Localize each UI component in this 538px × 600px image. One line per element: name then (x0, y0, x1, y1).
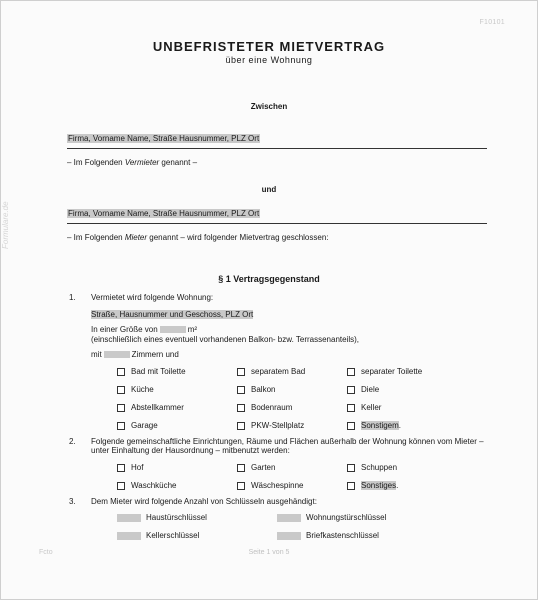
between-heading: Zwischen (250, 102, 288, 111)
checkbox-icon[interactable] (117, 368, 125, 376)
checkbox-icon[interactable] (347, 404, 355, 412)
and-heading: und (261, 185, 277, 194)
checkbox-icon[interactable] (237, 386, 245, 394)
key-count-input[interactable] (277, 532, 301, 540)
section-heading: § 1 Vertragsgegenstand (218, 274, 320, 284)
paragraph-number-2: 2. (69, 437, 76, 446)
checkbox-waschkueche[interactable]: Waschküche (117, 481, 177, 490)
landlord-rule (67, 148, 487, 149)
key-count-input[interactable] (277, 514, 301, 522)
checkbox-sonstiges[interactable]: Sonstiges . (347, 481, 398, 490)
checkbox-icon[interactable] (117, 482, 125, 490)
footer-logo-text: Fcto (39, 549, 53, 556)
checkbox-diele[interactable]: Diele (347, 385, 379, 394)
address-field[interactable]: Straße, Hausnummer und Geschoss, PLZ Ort (91, 310, 254, 319)
size-input[interactable] (160, 326, 186, 333)
key-count-input[interactable] (117, 532, 141, 540)
checkbox-sonstigem[interactable]: Sonstigem . (347, 421, 401, 430)
checkbox-garage[interactable]: Garage (117, 421, 158, 430)
document-title: UNBEFRISTETER MIETVERTRAG (152, 39, 386, 54)
rooms-input[interactable] (104, 351, 130, 358)
tenant-note: – Im Folgenden Mieter genannt – wird folgender Mietvertrag geschlossen: (67, 233, 329, 242)
page-footer: Seite 1 von 5 (248, 549, 290, 556)
checkbox-icon[interactable] (237, 482, 245, 490)
key-wohnungstuer: Wohnungstürschlüssel (277, 513, 386, 522)
checkbox-icon[interactable] (347, 464, 355, 472)
checkbox-icon[interactable] (237, 404, 245, 412)
checkbox-icon[interactable] (347, 482, 355, 490)
checkbox-separater-toilette[interactable]: separater Toilette (347, 367, 422, 376)
checkbox-icon[interactable] (347, 386, 355, 394)
checkbox-bodenraum[interactable]: Bodenraum (237, 403, 292, 412)
checkbox-separatem-bad[interactable]: separatem Bad (237, 367, 305, 376)
paragraph-3-text: Dem Mieter wird folgende Anzahl von Schlüsseln ausgehändigt: (91, 497, 317, 506)
checkbox-hof[interactable]: Hof (117, 463, 143, 472)
document-subtitle: über eine Wohnung (225, 55, 313, 65)
checkbox-garten[interactable]: Garten (237, 463, 275, 472)
landlord-note: – Im Folgenden Vermieter genannt – (67, 158, 198, 167)
checkbox-icon[interactable] (117, 386, 125, 394)
checkbox-icon[interactable] (117, 404, 125, 412)
landlord-field[interactable]: Firma, Vorname Name, Straße Hausnummer, PLZ Ort (68, 134, 260, 143)
checkbox-abstellkammer[interactable]: Abstellkammer (117, 403, 184, 412)
key-briefkasten: Briefkastenschlüssel (277, 531, 379, 540)
checkbox-bad-mit-toilette[interactable]: Bad mit Toilette (117, 367, 186, 376)
checkbox-keller[interactable]: Keller (347, 403, 381, 412)
checkbox-icon[interactable] (347, 422, 355, 430)
checkbox-icon[interactable] (347, 368, 355, 376)
checkbox-icon[interactable] (237, 422, 245, 430)
checkbox-balkon[interactable]: Balkon (237, 385, 275, 394)
checkbox-kueche[interactable]: Küche (117, 385, 154, 394)
rooms-line: mit Zimmern und (91, 350, 179, 359)
paragraph-number-1: 1. (69, 293, 76, 302)
paragraph-2-text: Folgende gemeinschaftliche Einrichtungen, Räume und Flächen außerhalb der Wohnung können vom Mieter – unter Einhaltung der Hausordnung – mitbenutzt werden: (91, 437, 484, 455)
size-line: In einer Größe von m² (91, 325, 198, 334)
key-count-input[interactable] (117, 514, 141, 522)
key-haustuer: Haustürschlüssel (117, 513, 207, 522)
tenant-rule (67, 223, 487, 224)
checkbox-waeschespinne[interactable]: Wäschespinne (237, 481, 303, 490)
checkbox-icon[interactable] (237, 368, 245, 376)
document-id: F10101 (479, 19, 505, 26)
tenant-field[interactable]: Firma, Vorname Name, Straße Hausnummer, PLZ Ort (68, 209, 260, 218)
paragraph-1-text: Vermietet wird folgende Wohnung: (91, 293, 214, 302)
checkbox-schuppen[interactable]: Schuppen (347, 463, 397, 472)
checkbox-icon[interactable] (237, 464, 245, 472)
paragraph-number-3: 3. (69, 497, 76, 506)
key-keller: Kellerschlüssel (117, 531, 199, 540)
checkbox-icon[interactable] (117, 422, 125, 430)
checkbox-icon[interactable] (117, 464, 125, 472)
watermark: Formulare.de (1, 201, 10, 249)
checkbox-pkw-stellplatz[interactable]: PKW-Stellplatz (237, 421, 304, 430)
size-note: (einschließlich eines eventuell vorhandenen Balkon- bzw. Terrassenanteils), (91, 335, 359, 344)
